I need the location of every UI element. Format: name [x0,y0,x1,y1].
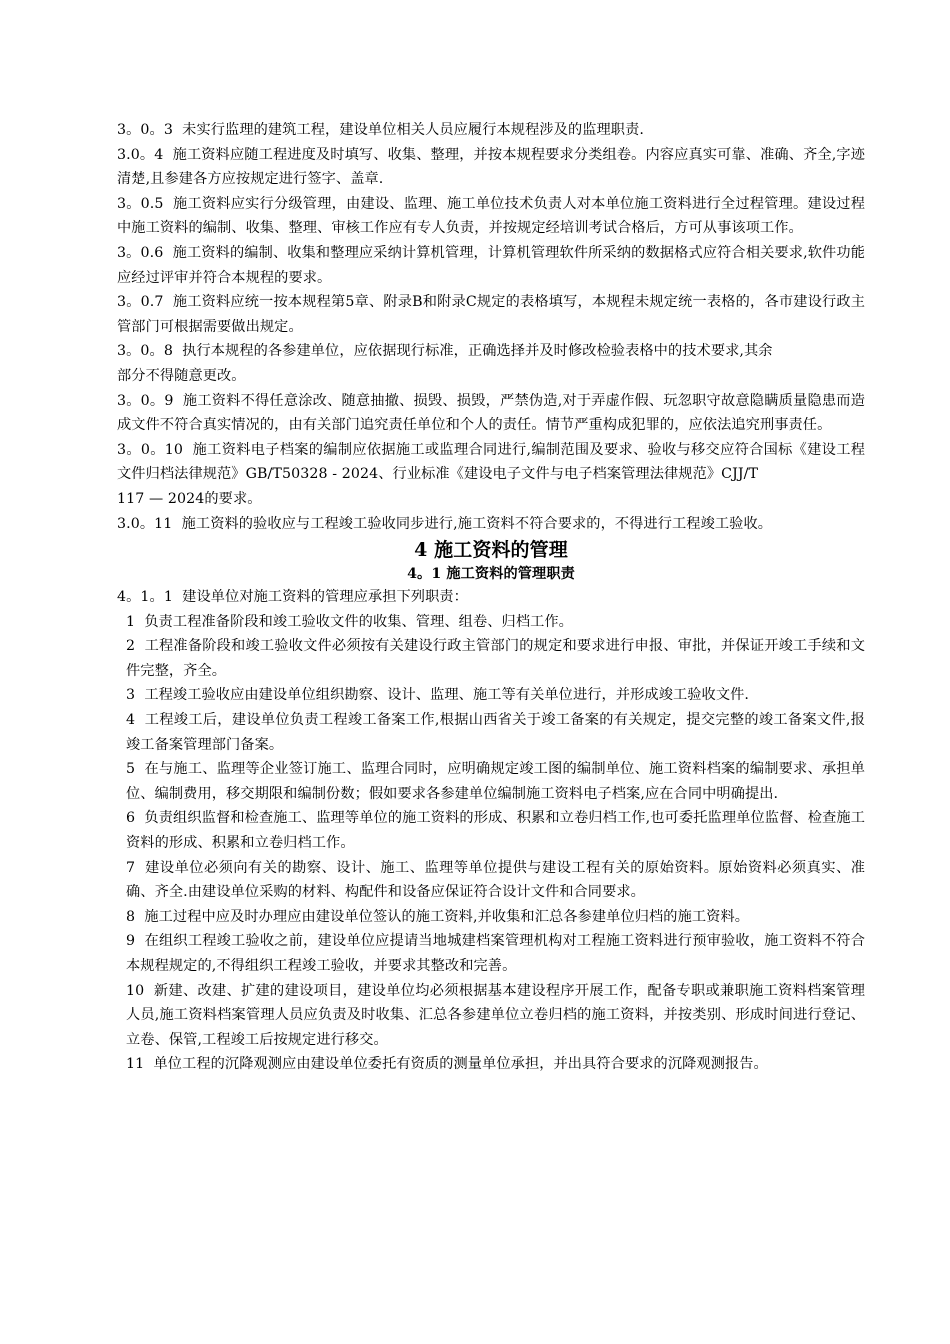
list-item: 8 施工过程中应及时办理应由建设单位签认的施工资料,并收集和汇总各参建单位归档的施工资料。 [126,908,750,925]
paragraph-3-0-11: 3.0。11 施工资料的验收应与工程竣工验收同步进行,施工资料不符合要求的，不得进行工程竣工验收。 [117,515,773,532]
chapter-title: 4 施工资料的管理 [414,539,568,562]
list-item: 1 负责工程准备阶段和竣工验收文件的收集、管理、组卷、归档工作。 [126,613,573,630]
list-item: 2 工程准备阶段和竣工验收文件必须按有关建设行政主管部门的规定和要求进行申报、审批，并保证开竣工手续和文件完整，齐全。 [126,638,865,679]
paragraph-3-0-9: 3。0。9 施工资料不得任意涂改、随意抽撤、损毁、损毁，严禁伪造,对于弄虚作假、玩忽职守故意隐瞒质量隐患而造成文件不符合真实情况的，由有关部门追究责任单位和个人的责任。情节严重构成犯罪的，应依法追究刑事责任。 [117,392,865,434]
list-item: 6 负责组织监督和检查施工、监理等单位的施工资料的形成、积累和立卷归档工作,也可委托监理单位监督、检查施工资料的形成、积累和立卷归档工作。 [126,810,865,852]
paragraph-3-0-3: 3。0。3 未实行监理的建筑工程，建设单位相关人员应履行本规程涉及的监理职责. [117,122,644,138]
list-item: 9 在组织工程竣工验收之前，建设单位应提请当地城建档案管理机构对工程施工资料进行预审验收，施工资料不符合本规程规定的,不得组织工程竣工验收，并要求其整改和完善。 [126,933,865,974]
list-item: 7 建设单位必须向有关的勘察、设计、施工、监理等单位提供与建设工程有关的原始资料。原始资料必须真实、准确、齐全.由建设单位采购的材料、构配件和设备应保证符合设计文件和合同要求。 [126,859,865,901]
document-page [117,118,865,1077]
list-item: 11 单位工程的沉降观测应由建设单位委托有资质的测量单位承担，并出具符合要求的沉降观测报告。 [126,1056,768,1073]
paragraph-3-0-8: 3。0。8 执行本规程的各参建单位，应依据现行标准，正确选择并及时修改检验表格中的技术要求,其余 部分不得随意更改。 [117,343,773,384]
clause-4-1-1-intro: 4。1。1 建设单位对施工资料的管理应承担下列职责： [117,589,468,606]
paragraph-3-0-6: 3。0.6 施工资料的编制、收集和整理应采纳计算机管理，计算机管理软件所采纳的数据格式应符合相关要求,软件功能应经过评审并符合本规程的要求。 [117,244,865,286]
paragraph-3-0-5: 3。0.5 施工资料应实行分级管理，由建设、监理、施工单位技术负责人对本单位施工资料进行全过程管理。建设过程中施工资料的编制、收集、整理、审核工作应有专人负责，并按规定经培训考试合格后，方可从事该项工作。 [117,195,865,237]
list-item: 10 新建、改建、扩建的建设项目，建设单位均必须根据基本建设程序开展工作，配备专职或兼职施工资料档案管理人员,施工资料档案管理人员应负责及时收集、汇总各参建单位立卷归档的施工资料，并按类别、形成时间进行登记、立卷、保管,工程竣工后按规定进行移交。 [126,982,865,1048]
paragraph-3-0-4: 3.0。4 施工资料应随工程进度及时填写、收集、整理，并按本规程要求分类组卷。内容应真实可靠、准确、齐全,字迹清楚,且参建各方应按规定进行签字、盖章. [117,146,865,188]
list-item: 5 在与施工、监理等企业签订施工、监理合同时，应明确规定竣工图的编制单位、施工资料档案的编制要求、承担单位、编制费用，移交期限和编制份数；假如要求各参建单位编制施工资料电子档案,应在合同中明确提出. [126,761,865,802]
list-item: 3 工程竣工验收应由建设单位组织勘察、设计、监理、施工等有关单位进行，并形成竣工验收文件. [126,687,750,704]
paragraph-3-0-10: 3。0。10 施工资料电子档案的编制应依据施工或监理合同进行,编制范围及要求、验收与移交应符合国标《建设工程文件归档法律规范》GB/T50328 - 2024、行业标准《建设电子文件与电子档案管理法律规范》CJJ/T 117 — 2024的要求。 [117,441,865,507]
list-item: 4 工程竣工后，建设单位负责工程竣工备案工作,根据山西省关于竣工备案的有关规定，提交完整的竣工备案文件,报竣工备案管理部门备案。 [126,712,865,753]
section-title: 4。1 施工资料的管理职责 [407,566,575,583]
paragraph-3-0-7: 3。0.7 施工资料应统一按本规程第5章、附录B和附录C规定的表格填写，本规程未规定统一表格的，各市建设行政主管部门可根据需要做出规定。 [117,294,865,335]
